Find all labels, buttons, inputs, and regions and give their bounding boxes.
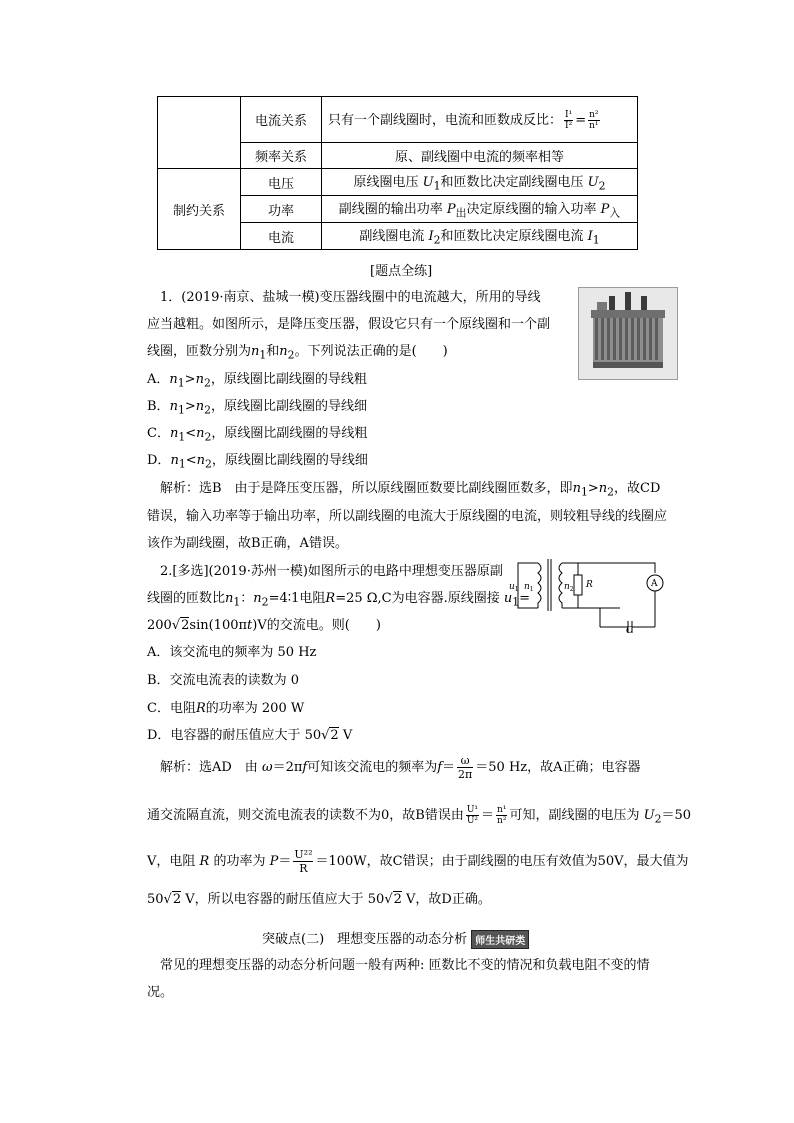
- label-r: R: [586, 580, 593, 590]
- q2-line1: 2.[多选](2019·苏州一模)如图所示的电路中理想变压器原副: [160, 564, 503, 579]
- q2-analysis-line2: 通交流隔直流，则交流电流表的读数不为0，故B错误由 $\frac{\text{U¹}}{\text{U²}}$ ＝ $\frac{\text{n¹}}{\text{n²}}$ 可知，副线圈的电压为 $U_2=50$: [147, 805, 692, 826]
- q1-analysis-line2: 错误，输入功率等于输出功率，所以副线圈的电流大于原线圈的电流，则较粗导线的线圈应: [147, 509, 668, 524]
- q1-analysis-line3: 该作为副线圈，故B正确，A错误。: [147, 536, 348, 551]
- group-label-constraint: 制约关系: [158, 169, 241, 250]
- ammeter-icon: A: [651, 579, 658, 589]
- section2-title: 突破点(二) 理想变压器的动态分析 师生共研类: [262, 928, 529, 949]
- q1-analysis-line1: 解析：选B 由于是降压变压器，所以原线圈匝数要比副线圈匝数多，即$n_1>n_2$，故CD: [160, 481, 661, 499]
- q2-analysis-line3: V，电阻 R 的功率为 P＝ $\frac{\text{U²²}}{R}$ ＝100W，故C错误；由于副线圈的电压有效值为50V，最大值为: [147, 848, 689, 875]
- row-content-current2: 副线圈电流 $I_2$和匝数比决定原线圈电流 $I_1$: [322, 223, 638, 250]
- blank-cell: [158, 97, 241, 169]
- section-heading: [题点全练]: [370, 264, 433, 279]
- row-label-voltage: 电压: [241, 169, 322, 196]
- intro-line1: 常见的理想变压器的动态分析问题一般有两种: 匝数比不变的情况和负载电阻不变的情: [160, 958, 650, 973]
- label-n1: $n_1$: [524, 582, 534, 593]
- row-label-power: 功率: [241, 196, 322, 223]
- row-content-power: 副线圈的输出功率 $P_出$决定原线圈的输入功率 $P_入$: [322, 196, 638, 223]
- q1-line1: 1．(2019·南京、盐城一模)变压器线圈中的电流越大，所用的导线: [160, 290, 541, 305]
- q2-option-b: B．交流电流表的读数为 0: [147, 673, 299, 688]
- q1-option-b: B．$n_1>n_2$，原线圈比副线圈的导线细: [147, 399, 368, 417]
- label-c: C: [626, 626, 633, 636]
- q2-line3: 200√2sin(100πt)V的交流电。则( ): [147, 618, 381, 633]
- row-content-frequency: 原、副线圈中电流的频率相等: [322, 143, 638, 169]
- row-label-current: 电流关系: [241, 97, 322, 143]
- intro-line2: 况。: [147, 985, 174, 1000]
- q1-option-a: A．$n_1>n_2$，原线圈比副线圈的导线粗: [147, 372, 367, 390]
- fraction-i: $\frac{\text{I¹}}{\text{I²}}$: [565, 109, 573, 131]
- fraction-n: $\frac{\text{n²}}{\text{n¹}}$: [589, 109, 599, 131]
- q2-line2: 线圈的匝数比$n_1$：$n_2=4∶1$电阻R=25 Ω,C为电容器.原线圈接 $u_1=$: [147, 591, 531, 609]
- q2-analysis-line4: 50√2 V，所以电容器的耐压值应大于 50√2 V，故D正确。: [147, 892, 491, 907]
- label-u1: $u_1$: [509, 582, 519, 593]
- circuit-diagram: [510, 553, 680, 637]
- row-content-current: 只有一个副线圈时，电流和匝数成反比： $\frac{\text{I¹}}{\text{I²}}$ = $\frac{\text{n²}}{\text{n¹}}$: [322, 97, 638, 143]
- q2-analysis-line1: 解析：选AD 由 ω＝2πf可知该交流电的频率为f＝ $\frac{\omega}{2\pi}$ ＝50 Hz，故A正确；电容器: [160, 754, 641, 781]
- q1-option-c: C．$n_1<n_2$，原线圈比副线圈的导线粗: [147, 426, 368, 444]
- q2-option-d: D．电容器的耐压值应大于 50√2 V: [147, 728, 353, 743]
- q2-option-a: A．该交流电的频率为 50 Hz: [147, 645, 317, 660]
- label-n2: $n_2$: [564, 582, 574, 593]
- relation-table: [157, 96, 638, 250]
- q1-line2: 应当越粗。如图所示，是降压变压器，假设它只有一个原线圈和一个副: [147, 317, 551, 332]
- row-content-voltage: 原线圈电压 $U_1$和匝数比决定副线圈电压 $U_2$: [322, 169, 638, 196]
- q2-option-c: C．电阻R的功率为 200 W: [147, 701, 305, 716]
- q1-line3: 线圈，匝数分别为$n_1$和$n_2$。下列说法正确的是( ): [147, 344, 448, 362]
- transformer-photo: [578, 287, 678, 380]
- q1-option-d: D．$n_1<n_2$，原线圈比副线圈的导线细: [147, 453, 368, 471]
- badge-teacher-student: 师生共研类: [471, 930, 529, 949]
- row-label-frequency: 频率关系: [241, 143, 322, 169]
- row-label-current2: 电流: [241, 223, 322, 250]
